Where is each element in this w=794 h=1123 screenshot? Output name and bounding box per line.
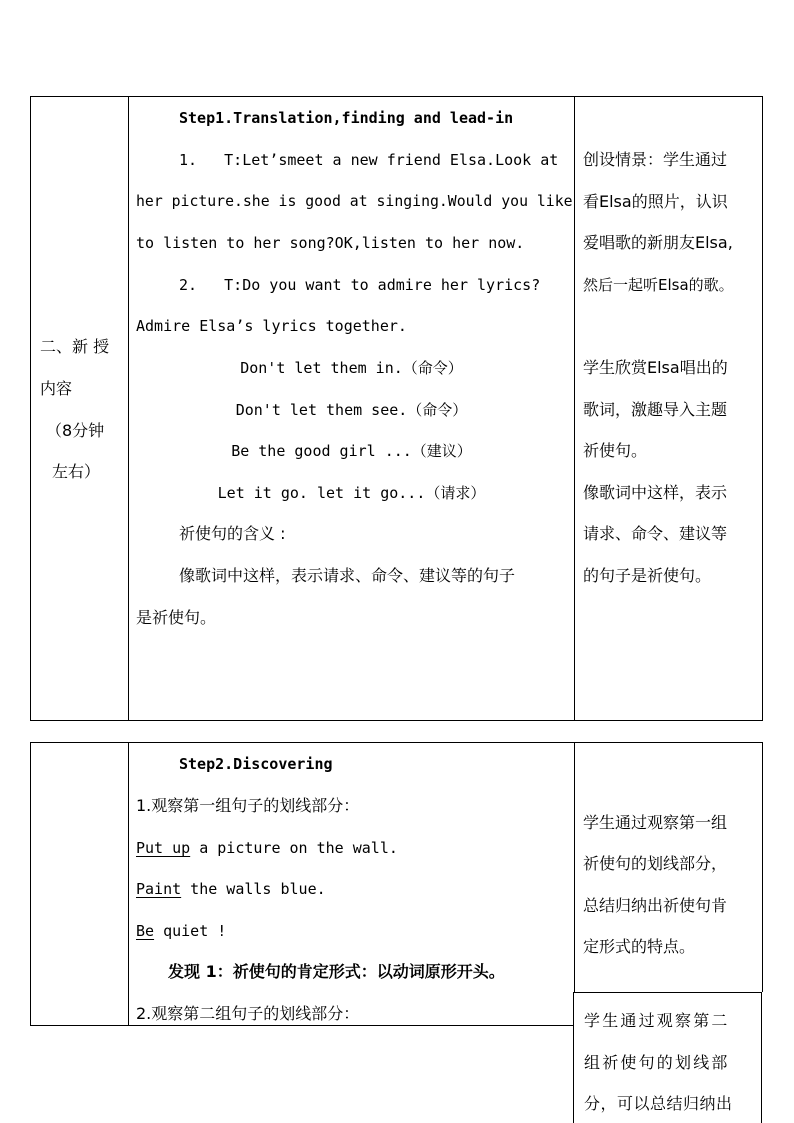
observe-group2: 2.观察第二组句子的划线部分： (136, 1004, 360, 1023)
table1-border-bottom (30, 720, 763, 721)
step1-p1-line1: 1. T:Let’smeet a new friend Elsa.Look at (179, 151, 559, 169)
step1-p2-line2: Admire Elsa’s lyrics together. (136, 317, 407, 335)
note1-line4: 然后一起听Elsa的歌。 (583, 276, 734, 294)
lyric-line-2: Don't let them see.（命令） (235, 401, 468, 419)
section-time-line2: 左右） (52, 462, 101, 481)
table2-border-right (762, 742, 763, 992)
note3-line2: 请求、命令、建议等 (583, 524, 728, 543)
note1-line1: 创设情景：学生通过 (583, 150, 728, 169)
lyric-line-1: Don't let them in.（命令） (240, 359, 463, 377)
note4-line2: 祈使句的划线部分， (583, 854, 728, 873)
table2-border-top (30, 742, 763, 743)
overflow-note-line2: 组祈使句的划线部 (584, 1053, 730, 1072)
note2-line2: 歌词，激趣导入主题 (583, 400, 728, 419)
example-sentence-1: Put up a picture on the wall. (136, 839, 398, 857)
step1-p2-line1: 2. T:Do you want to admire her lyrics? (179, 276, 541, 294)
underlined-verb: Paint (136, 880, 182, 898)
step1-p1-line2: her picture.she is good at singing.Would you like (136, 193, 573, 210)
note4-line3: 总结归纳出祈使句肯 (583, 896, 728, 915)
table1-divider-2 (574, 96, 575, 721)
overflow-note-line1: 学生通过观察第二 (584, 1011, 730, 1030)
example-sentence-3: Be quiet ! (136, 922, 227, 940)
underlined-verb: Be (136, 922, 155, 940)
table2-border-left (30, 742, 31, 1026)
table2-divider-1 (128, 742, 129, 1026)
note2-line1: 学生欣赏Elsa唱出的 (583, 358, 728, 377)
section-label-line2: 内容 (40, 379, 73, 398)
overflow-note-line3: 分，可以总结归纳出 (584, 1094, 733, 1113)
note3-line1: 像歌词中这样，表示 (583, 483, 728, 502)
finding-1: 发现 1：祈使句的肯定形式：以动词原形开头。 (168, 962, 505, 981)
underlined-verb: Put up (136, 839, 191, 857)
section-time-line1: （8分钟 (46, 421, 105, 440)
section-label-line1: 二、新 授 (40, 337, 110, 356)
imperative-meaning-line1: 像歌词中这样，表示请求、命令、建议等的句子 (179, 566, 516, 585)
note3-line3: 的句子是祈使句。 (583, 566, 712, 585)
note4-line4: 定形式的特点。 (583, 937, 696, 956)
table2-divider-2 (574, 742, 575, 992)
step1-title: Step1.Translation,finding and lead-in (179, 109, 514, 127)
table1-border-top (30, 96, 763, 97)
table1-border-left (30, 96, 31, 721)
table1-border-right (762, 96, 763, 721)
observe-group1: 1.观察第一组句子的划线部分： (136, 796, 360, 815)
imperative-meaning-label: 祈使句的含义 : (179, 524, 286, 543)
overflow-box-left (573, 992, 574, 1123)
note2-line3: 祈使句。 (583, 441, 648, 460)
example-sentence-2: Paint the walls blue. (136, 880, 326, 898)
overflow-box-right (761, 992, 762, 1123)
step2-title: Step2.Discovering (179, 755, 333, 773)
step1-p1-line3: to listen to her song?OK,listen to her now. (136, 234, 525, 252)
imperative-meaning-line2: 是祈使句。 (136, 608, 217, 627)
lyric-line-3: Be the good girl ...（建议） (231, 442, 472, 460)
lyric-line-4: Let it go. let it go...（请求） (217, 484, 486, 502)
note1-line3: 爱唱歌的新朋友Elsa, (583, 233, 733, 252)
table2-border-bottom (30, 1025, 574, 1026)
note4-line1: 学生通过观察第一组 (583, 813, 728, 832)
overflow-box-top (573, 992, 762, 993)
note1-line2: 看Elsa的照片，认识 (583, 192, 728, 211)
